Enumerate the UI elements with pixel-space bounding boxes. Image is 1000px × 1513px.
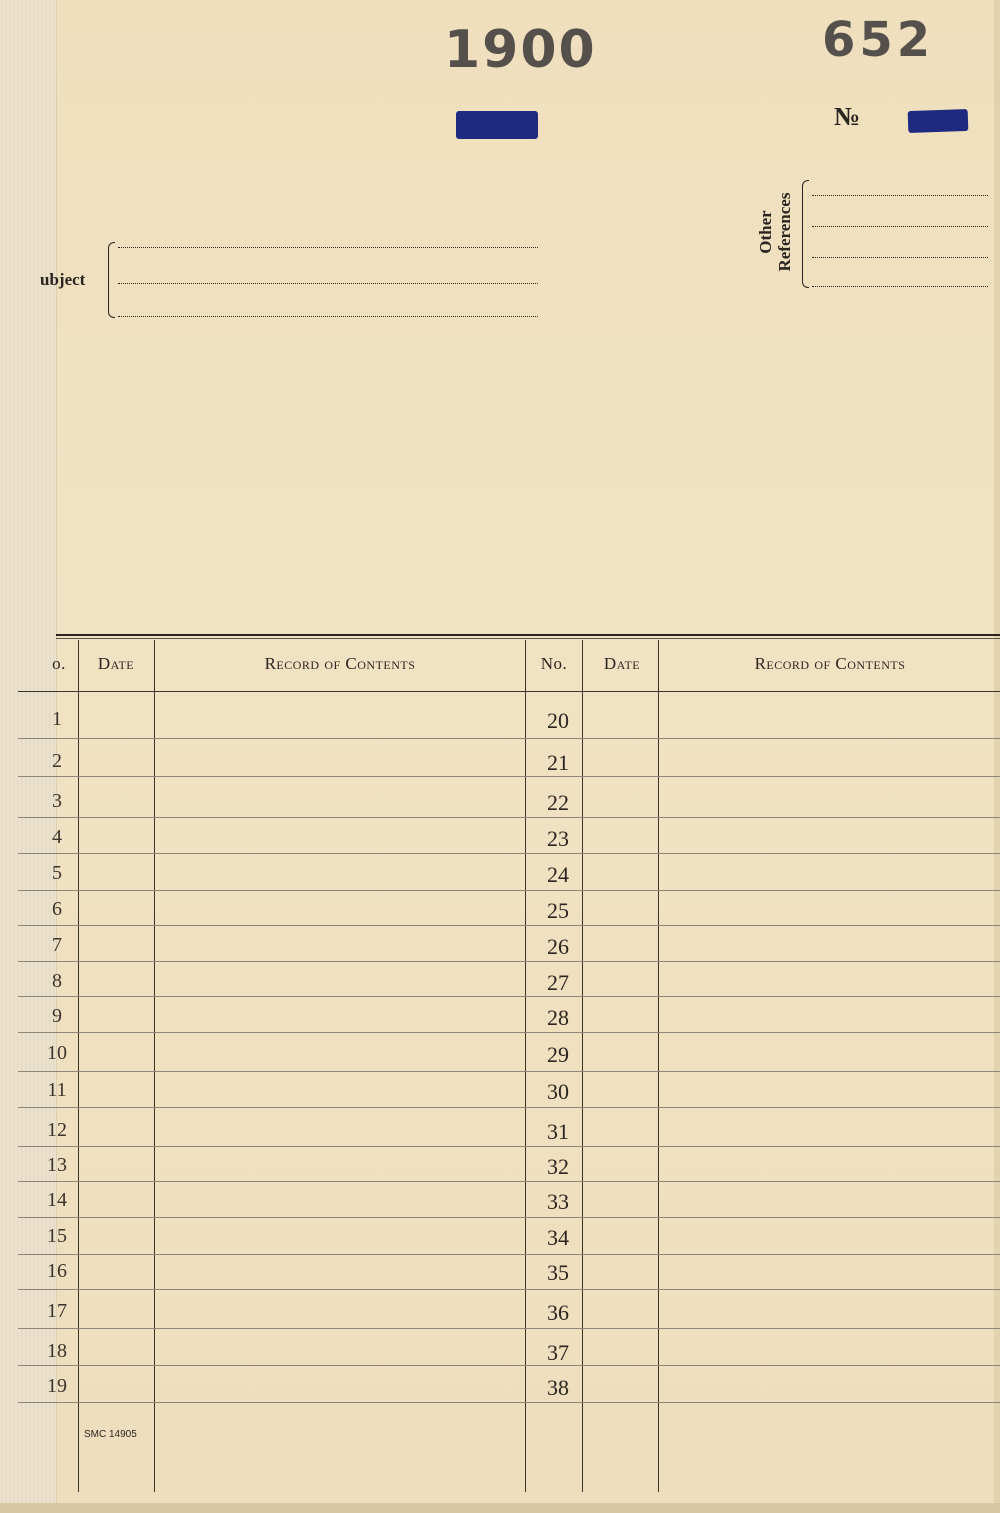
- page-bottom-edge: [0, 1503, 1000, 1513]
- row-number-right: 32: [547, 1154, 569, 1179]
- row-number-left: 1: [52, 708, 62, 730]
- row-number-left: 14: [47, 1189, 67, 1211]
- reference-line: [812, 195, 988, 196]
- row-number-right: 26: [547, 934, 569, 959]
- table-row-rule: [18, 1146, 1000, 1147]
- table-row-rule: [18, 1181, 1000, 1182]
- row-number-left: 6: [52, 898, 62, 920]
- row-number-right: 27: [547, 970, 569, 995]
- number-label: №: [834, 102, 861, 131]
- row-number-right: 28: [547, 1005, 569, 1030]
- row-number-right: 22: [547, 790, 569, 815]
- row-number-left: 9: [52, 1005, 62, 1027]
- table-row-rule: [18, 776, 1000, 777]
- year-stamp: 1900: [444, 20, 597, 80]
- row-number-right: 33: [547, 1189, 569, 1214]
- other-label: Other: [756, 210, 775, 254]
- row-number-left: 15: [47, 1225, 67, 1247]
- form-code: SMC 14905: [84, 1429, 137, 1440]
- table-row-rule: [18, 1217, 1000, 1218]
- column-header-record-2: Record of Contents: [754, 654, 906, 673]
- table-row-rule: [18, 1328, 1000, 1329]
- row-number-right: 23: [547, 826, 569, 851]
- row-number-right: 25: [547, 898, 569, 923]
- column-header-no: o.: [52, 654, 66, 673]
- row-number-left: 13: [47, 1154, 67, 1176]
- column-header-date: Date: [97, 654, 135, 673]
- row-number-left: 4: [52, 826, 62, 848]
- other-references-label: [756, 182, 794, 282]
- table-top-rule-thin: [56, 638, 1000, 639]
- row-number-right: 36: [547, 1300, 569, 1325]
- redaction-mark: [456, 111, 538, 139]
- page-edge: [994, 0, 1000, 1513]
- row-number-right: 20: [547, 708, 569, 733]
- row-number-right: 34: [547, 1225, 569, 1250]
- column-header-no-2: No.: [540, 654, 568, 673]
- row-number-left: 19: [47, 1375, 67, 1397]
- redaction-mark: [908, 109, 969, 133]
- header-rule: [18, 691, 1000, 692]
- table-row-rule: [18, 1107, 1000, 1108]
- row-number-left: 8: [52, 970, 62, 992]
- table-row-rule: [18, 925, 1000, 926]
- reference-line: [812, 226, 988, 227]
- row-number-right: 35: [547, 1260, 569, 1285]
- subject-line: [118, 247, 538, 248]
- row-number-left: 3: [52, 790, 62, 812]
- row-number-left: 17: [47, 1300, 67, 1322]
- row-number-right: 21: [547, 750, 569, 775]
- subject-line: [118, 283, 538, 284]
- row-number-left: 12: [47, 1119, 67, 1141]
- table-row-rule: [18, 853, 1000, 854]
- table-row-rule: [18, 1289, 1000, 1290]
- reference-line: [812, 257, 988, 258]
- references-brace: [802, 180, 809, 288]
- row-number-left: 16: [47, 1260, 67, 1282]
- file-number-stamp: 652: [822, 12, 935, 68]
- table-row-rule: [18, 996, 1000, 997]
- table-row-rule: [18, 1032, 1000, 1033]
- row-number-left: 5: [52, 862, 62, 884]
- row-number-left: 18: [47, 1340, 67, 1362]
- row-number-left: 2: [52, 750, 62, 772]
- row-number-left: 11: [47, 1079, 67, 1101]
- row-number-right: 38: [547, 1375, 569, 1400]
- subject-line: [118, 316, 538, 317]
- reference-line: [812, 286, 988, 287]
- subject-label: ubject: [40, 270, 86, 289]
- table-row-rule: [18, 1402, 1000, 1403]
- column-header-date-2: Date: [603, 654, 641, 673]
- row-number-left: 7: [52, 934, 62, 956]
- subject-brace: [108, 242, 115, 318]
- row-number-right: 37: [547, 1340, 569, 1365]
- row-number-right: 30: [547, 1079, 569, 1104]
- table-row-rule: [18, 738, 1000, 739]
- table-row-rule: [18, 1254, 1000, 1255]
- row-number-right: 24: [547, 862, 569, 887]
- row-number-left: 10: [47, 1042, 67, 1064]
- references-label: References: [775, 192, 794, 272]
- table-row-rule: [18, 1071, 1000, 1072]
- column-header-record: Record of Contents: [264, 654, 416, 673]
- table-row-rule: [18, 1365, 1000, 1366]
- table-row-rule: [18, 961, 1000, 962]
- table-top-rule: [56, 634, 1000, 636]
- table-row-rule: [18, 890, 1000, 891]
- table-row-rule: [18, 817, 1000, 818]
- row-number-right: 29: [547, 1042, 569, 1067]
- row-number-right: 31: [547, 1119, 569, 1144]
